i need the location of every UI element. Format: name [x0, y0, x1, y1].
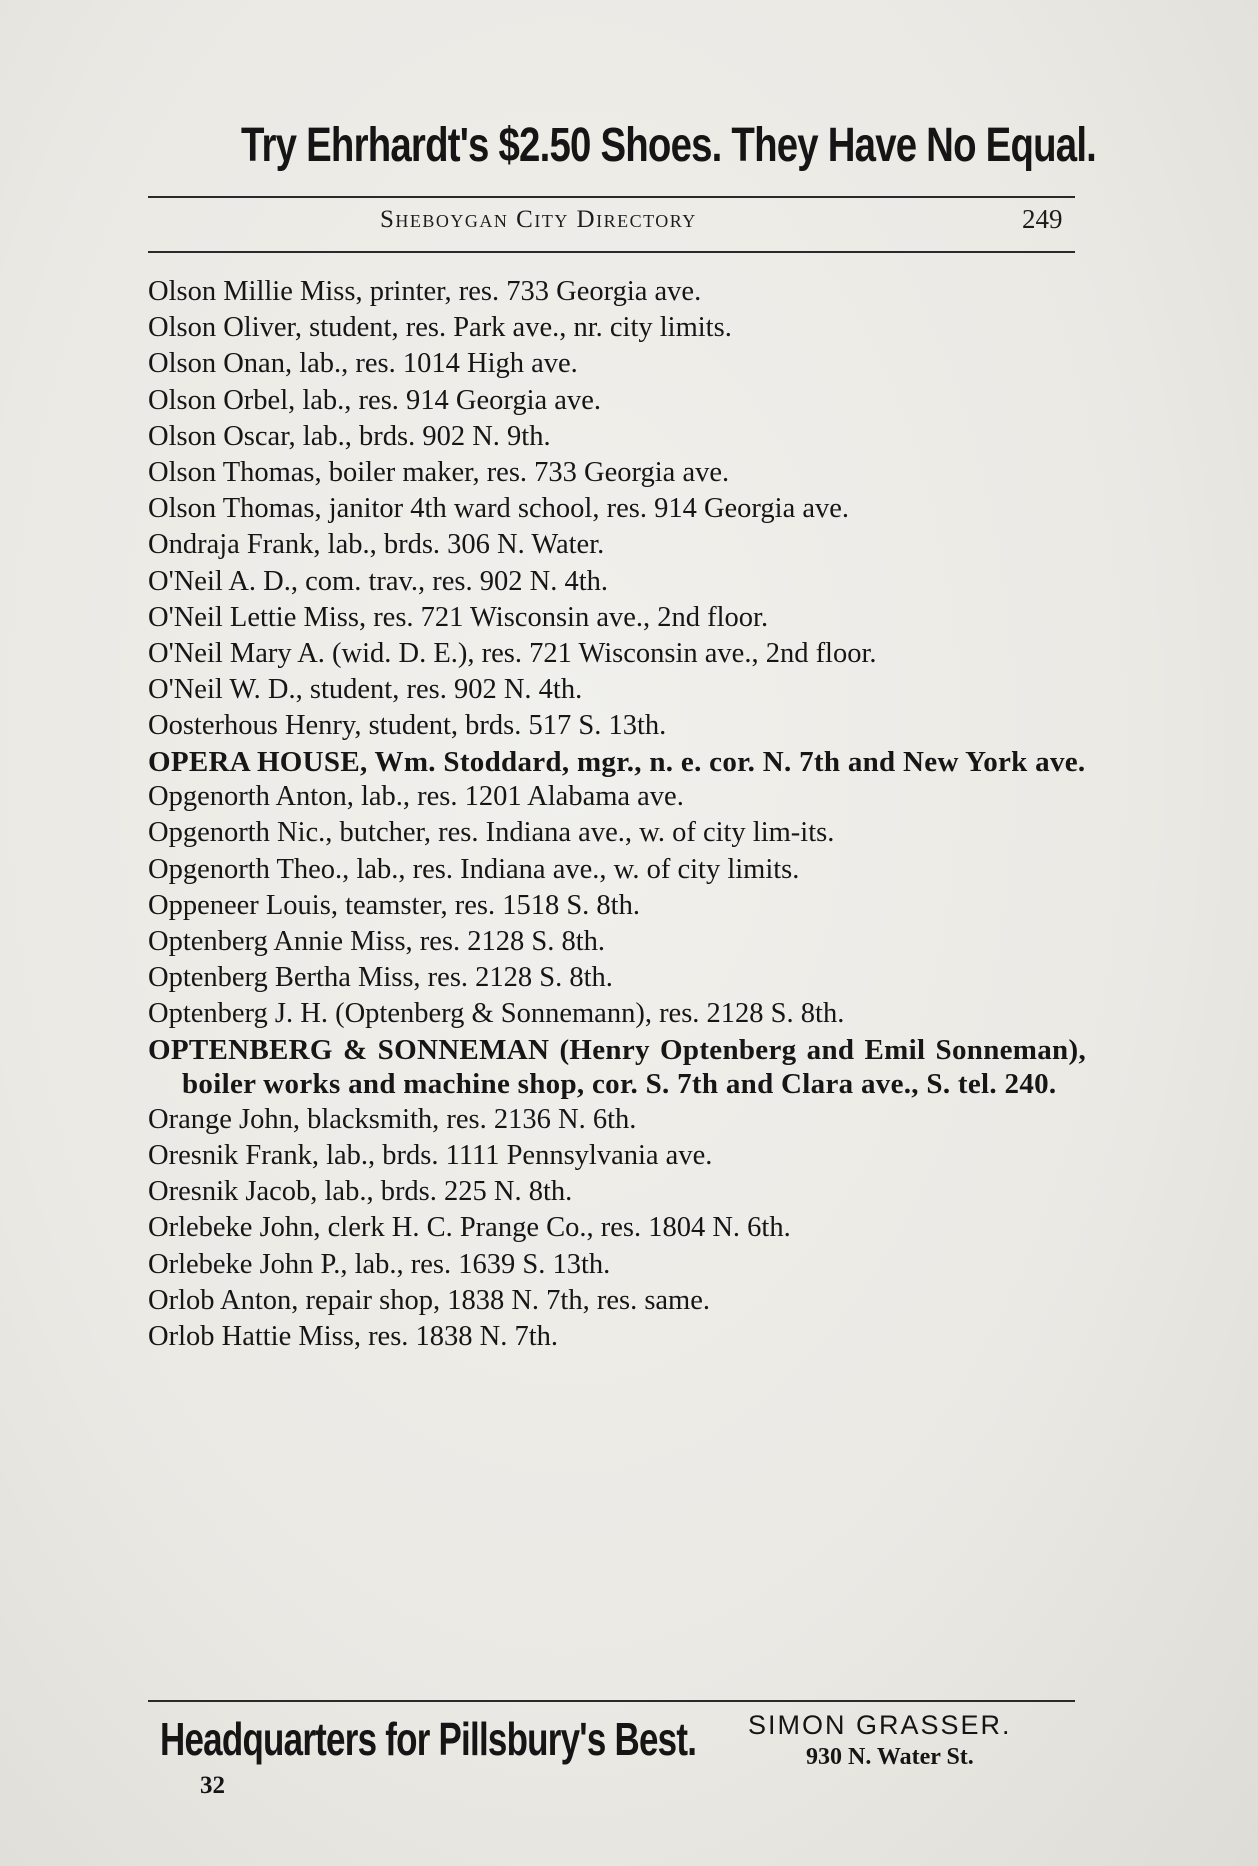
directory-entries — [148, 274, 1086, 1355]
footer-advertiser-address: 930 N. Water St. — [806, 1744, 974, 1770]
directory-entry: Orlebeke John, clerk H. C. Prange Co., res. 1804 N. 6th. — [148, 1212, 791, 1244]
directory-entry: Opgenorth Anton, lab., res. 1201 Alabama ave. — [148, 781, 684, 813]
directory-entry-business: OPERA HOUSE, Wm. Stoddard, mgr., n. e. cor. N. 7th and New York ave. — [148, 745, 1086, 778]
directory-entry: Ondraja Frank, lab., brds. 306 N. Water. — [148, 529, 605, 561]
directory-entry: Olson Oliver, student, res. Park ave., nr. city limits. — [148, 312, 732, 344]
directory-entry: Optenberg Bertha Miss, res. 2128 S. 8th. — [148, 962, 613, 994]
footer-advertiser-name: SIMON GRASSER. — [748, 1710, 1012, 1740]
directory-entry: Optenberg Annie Miss, res. 2128 S. 8th. — [148, 926, 606, 958]
header-rule-top — [148, 196, 1075, 198]
directory-entry: Olson Thomas, boiler maker, res. 733 Georgia ave. — [148, 457, 730, 489]
directory-entry: O'Neil A. D., com. trav., res. 902 N. 4th. — [148, 565, 609, 597]
directory-entry: O'Neil Lettie Miss, res. 721 Wisconsin ave., 2nd floor. — [148, 601, 769, 633]
signature-mark: 32 — [200, 1772, 225, 1799]
directory-entry: O'Neil Mary A. (wid. D. E.), res. 721 Wisconsin ave., 2nd floor. — [148, 638, 877, 670]
directory-entry: Opgenorth Theo., lab., res. Indiana ave., w. of city limits. — [148, 853, 800, 885]
directory-entry: Optenberg J. H. (Optenberg & Sonnemann), res. 2128 S. 8th. — [148, 998, 845, 1030]
directory-entry: Orlob Anton, repair shop, 1838 N. 7th, res. same. — [148, 1284, 710, 1316]
directory-entry: Orlebeke John P., lab., res. 1639 S. 13th. — [148, 1248, 611, 1280]
directory-entry: Olson Onan, lab., res. 1014 High ave. — [148, 348, 578, 380]
footer-rule — [148, 1700, 1075, 1702]
page-number: 249 — [1022, 204, 1063, 234]
running-head: Sheboygan City Directory — [380, 206, 697, 233]
directory-entry: Oosterhous Henry, student, brds. 517 S. 13th. — [148, 710, 667, 742]
directory-entry: Olson Orbel, lab., res. 914 Georgia ave. — [148, 384, 601, 416]
directory-entry: Orlob Hattie Miss, res. 1838 N. 7th. — [148, 1321, 559, 1353]
header-rule-bottom — [148, 251, 1075, 253]
directory-entry: Oppeneer Louis, teamster, res. 1518 S. 8th. — [148, 889, 640, 921]
header-advertisement: Try Ehrhardt's $2.50 Shoes. They Have No Equal. — [241, 119, 1097, 172]
directory-entry: Oresnik Frank, lab., brds. 1111 Pennsylvania ave. — [148, 1140, 713, 1172]
directory-entry: O'Neil W. D., student, res. 902 N. 4th. — [148, 674, 583, 706]
directory-entry: Oresnik Jacob, lab., brds. 225 N. 8th. — [148, 1176, 573, 1208]
directory-entry: Olson Oscar, lab., brds. 902 N. 9th. — [148, 420, 551, 452]
directory-entry-business: OPTENBERG & SONNEMAN (Henry Optenberg and Emil Sonneman), boiler works and machine shop, cor. S. 7th and Clara ave., S. tel. 240. — [148, 1033, 1086, 1101]
footer-advertisement: Headquarters for Pillsbury's Best. — [160, 1713, 697, 1765]
directory-entry: Orange John, blacksmith, res. 2136 N. 6th. — [148, 1103, 637, 1135]
directory-entry: Olson Thomas, janitor 4th ward school, res. 914 Georgia ave. — [148, 493, 850, 525]
directory-entry: Opgenorth Nic., butcher, res. Indiana ave., w. of city lim-its. — [148, 817, 835, 849]
directory-entry: Olson Millie Miss, printer, res. 733 Georgia ave. — [148, 276, 702, 307]
